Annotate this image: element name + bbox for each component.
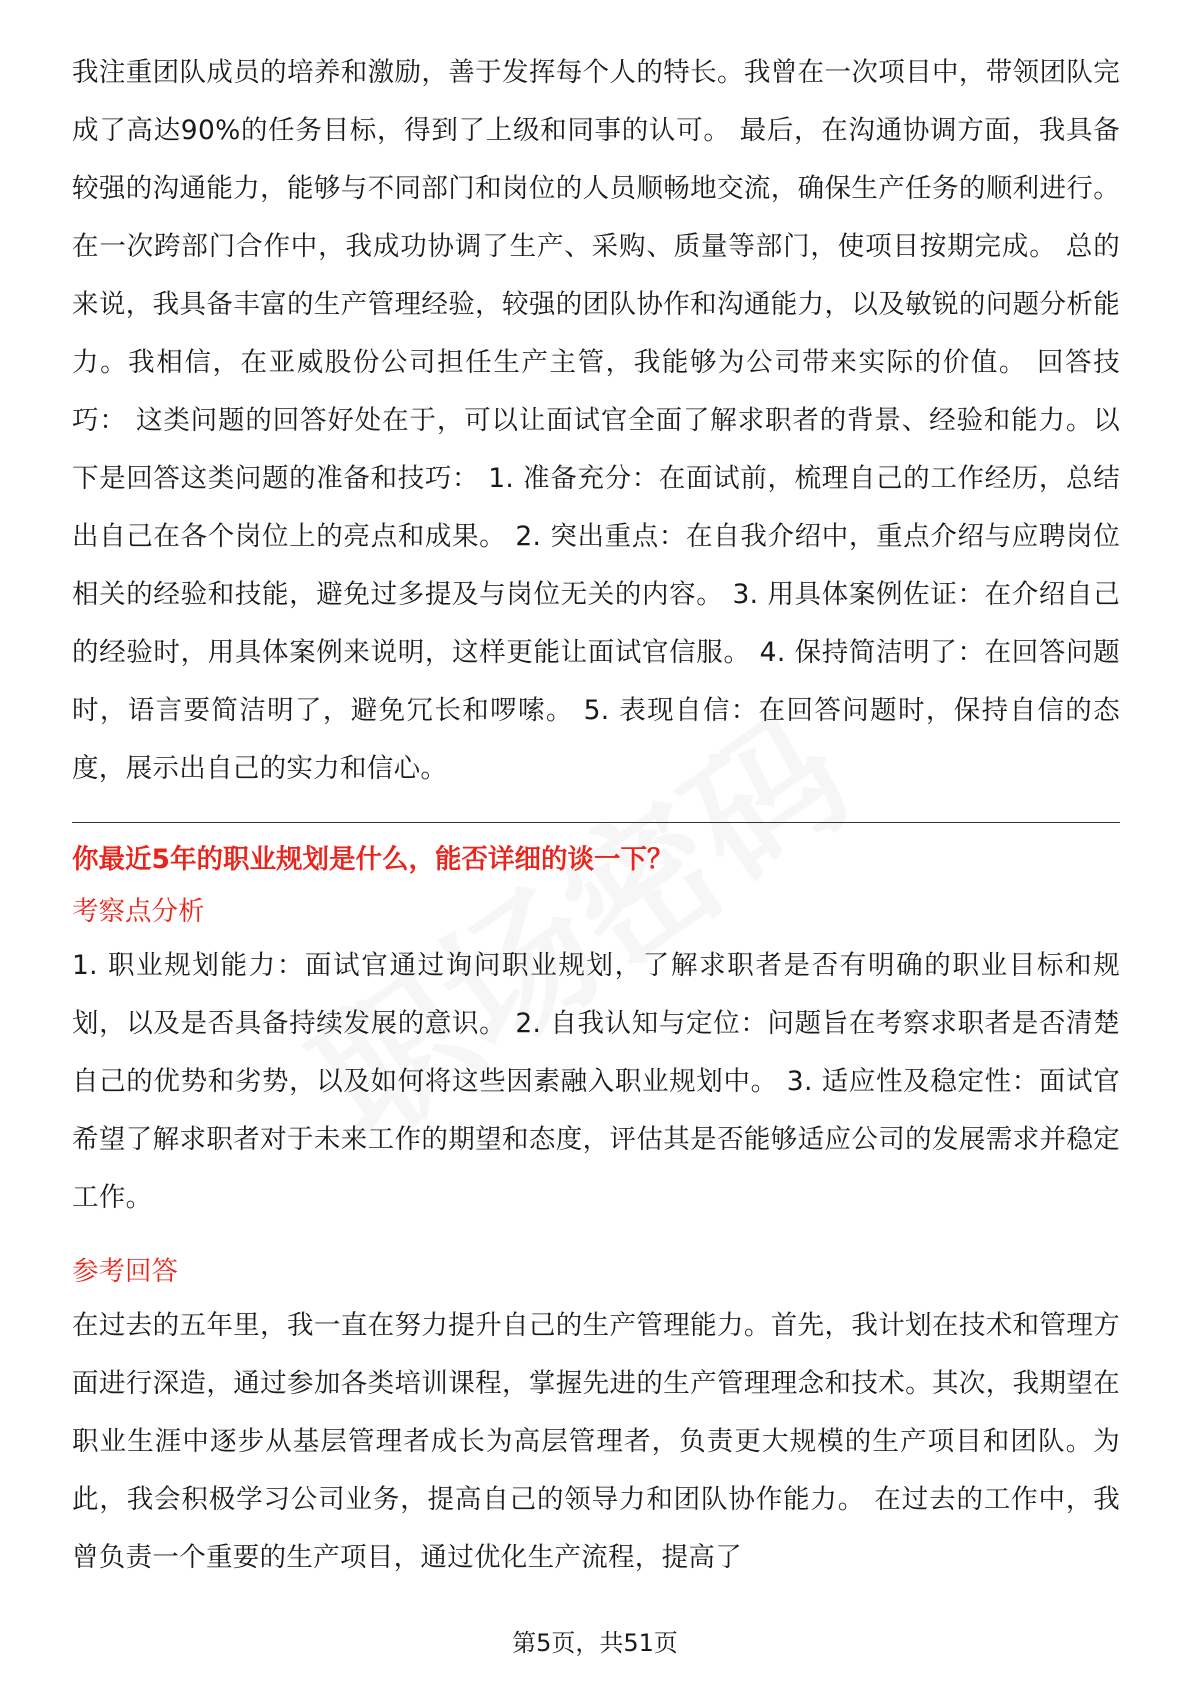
question-title: 你最近5年的职业规划是什么，能否详细的谈一下？ xyxy=(72,844,674,875)
page-content xyxy=(72,44,1120,1587)
spacer xyxy=(72,1227,1120,1249)
section-divider xyxy=(72,822,1120,823)
analysis-heading: 考察点分析 xyxy=(72,896,205,927)
analysis-text: 1. 职业规划能力：面试官通过询问职业规划，了解求职者是否有明确的职业目标和规划，以及是否具备持续发展的意识。 2. 自我认知与定位：问题旨在考察求职者是否清楚自己的优势和劣势，以及如何将这些因素融入职业规划中。 3. 适应性及稳定性：面试官希望了解求职者对于未来工作的期望和态度，评估其是否能够适应公司的发展需求并稳定工作。 xyxy=(72,950,1120,1213)
page-number: 第5页，共51页 xyxy=(512,1629,678,1657)
reference-heading: 参考回答 xyxy=(72,1256,178,1287)
reference-text: 在过去的五年里，我一直在努力提升自己的生产管理能力。首先，我计划在技术和管理方面进行深造，通过参加各类培训课程，掌握先进的生产管理理念和技术。其次，我期望在职业生涯中逐步从基层管理者成长为高层管理者，负责更大规模的生产项目和团队。为此，我会积极学习公司业务，提高自己的领导力和团队协作能力。 在过去的工作中，我曾负责一个重要的生产项目，通过优化生产流程，提高了 xyxy=(72,1310,1120,1573)
body-paragraph: 我注重团队成员的培养和激励，善于发挥每个人的特长。我曾在一次项目中，带领团队完成了高达90%的任务目标，得到了上级和同事的认可。 最后，在沟通协调方面，我具备较强的沟通能力，能够与不同部门和岗位的人员顺畅地交流，确保生产任务的顺利进行。在一次跨部门合作中，我成功协调了生产、采购、质量等部门，使项目按期完成。 总的来说，我具备丰富的生产管理经验，较强的团队协作和沟通能力，以及敏锐的问题分析能力。我相信，在亚威股份公司担任生产主管，我能够为公司带来实际的价值。 回答技巧： 这类问题的回答好处在于，可以让面试官全面了解求职者的背景、经验和能力。以下是回答这类问题的准备和技巧： 1. 准备充分：在面试前，梳理自己的工作经历，总结出自己在各个岗位上的亮点和成果。 2. 突出重点：在自我介绍中，重点介绍与应聘岗位相关的经验和技能，避免过多提及与岗位无关的内容。 3. 用具体案例佐证：在介绍自己的经验时，用具体案例来说明，这样更能让面试官信服。 4. 保持简洁明了：在回答问题时，语言要简洁明了，避免冗长和啰嗦。 5. 表现自信：在回答问题时，保持自信的态度，展示出自己的实力和信心。 xyxy=(72,57,1120,784)
